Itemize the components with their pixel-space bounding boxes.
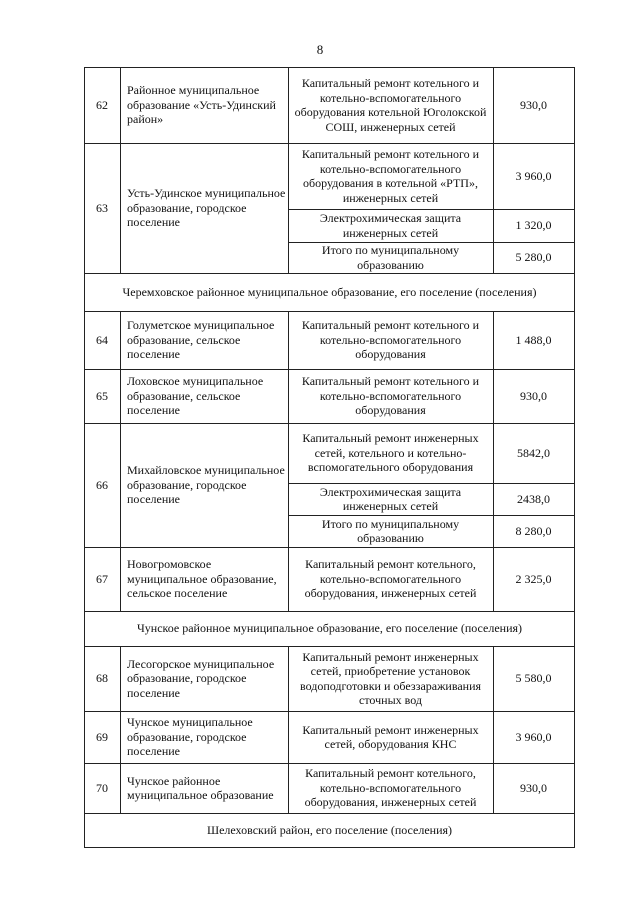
municipality-name: Лесогорское муниципальное образование, городское поселение bbox=[127, 656, 275, 700]
amount: 5 580,0 bbox=[515, 671, 552, 686]
work-description: Капитальный ремонт котельного, котельно-вспомогательного оборудования, инженерных сетей bbox=[304, 766, 477, 810]
row-number: 62 bbox=[96, 97, 108, 112]
work-description: Капитальный ремонт котельного и котельно-вспомогательного оборудования котельной Юголокской СОШ, инженерных сетей bbox=[294, 76, 487, 134]
row-number: 70 bbox=[96, 780, 108, 795]
row-number: 69 bbox=[96, 729, 108, 744]
amount: 930,0 bbox=[520, 97, 547, 112]
row-number: 64 bbox=[96, 332, 108, 347]
municipality-name: Чунское муниципальное образование, городское поселение bbox=[127, 715, 253, 759]
work-description: Капитальный ремонт инженерных сетей, приобретение установок водоподготовки и обеззараживания сточных вод bbox=[299, 649, 482, 707]
work-description: Электрохимическая защита инженерных сетей bbox=[319, 484, 462, 513]
amount: 3 960,0 bbox=[515, 168, 552, 183]
work-description: Капитальный ремонт инженерных сетей, котельного и котельно-вспомогательного оборудования bbox=[302, 431, 479, 475]
municipality-name: Голуметское муниципальное образование, сельское поселение bbox=[127, 318, 275, 362]
row-number: 63 bbox=[96, 200, 108, 215]
section-header: Шелеховский район, его поселение (поселения) bbox=[206, 823, 453, 838]
municipality-name: Михайловское муниципальное образование, городское поселение bbox=[127, 463, 285, 507]
subtotal-amount: 5 280,0 bbox=[515, 250, 552, 265]
amount: 5842,0 bbox=[517, 445, 550, 460]
section-header: Чунское районное муниципальное образование, его поселение (поселения) bbox=[136, 621, 523, 636]
amount: 2438,0 bbox=[517, 491, 550, 506]
page-number: 8 bbox=[316, 42, 324, 57]
amount: 1 488,0 bbox=[515, 332, 552, 347]
municipality-name: Новогромовское муниципальное образование, сельское поселение bbox=[127, 557, 277, 601]
amount: 930,0 bbox=[520, 780, 547, 795]
section-header: Черемховское районное муниципальное образование, его поселение (поселения) bbox=[122, 284, 537, 299]
work-description: Капитальный ремонт котельного и котельно-вспомогательного оборудования bbox=[301, 374, 480, 418]
amount: 930,0 bbox=[520, 388, 547, 403]
municipality-name: Усть-Удинское муниципальное образование, городское поселение bbox=[127, 186, 286, 230]
municipality-name: Чунское районное муниципальное образование bbox=[127, 773, 274, 802]
subtotal-label: Итого по муниципальному образованию bbox=[321, 243, 460, 272]
work-description: Капитальный ремонт котельного и котельно-вспомогательного оборудования bbox=[301, 318, 480, 362]
funding-table bbox=[84, 67, 575, 848]
amount: 2 325,0 bbox=[515, 571, 552, 586]
row-number: 68 bbox=[96, 671, 108, 686]
amount: 1 320,0 bbox=[515, 218, 552, 233]
work-description: Электрохимическая защита инженерных сетей bbox=[319, 211, 462, 240]
municipality-name: Районное муниципальное образование «Усть-Удинский район» bbox=[127, 83, 276, 127]
subtotal-amount: 8 280,0 bbox=[515, 523, 552, 538]
row-number: 67 bbox=[96, 571, 108, 586]
amount: 3 960,0 bbox=[515, 729, 552, 744]
municipality-name: Лоховское муниципальное образование, сельское поселение bbox=[127, 374, 264, 418]
row-number: 65 bbox=[96, 388, 108, 403]
subtotal-label: Итого по муниципальному образованию bbox=[321, 516, 460, 545]
work-description: Капитальный ремонт инженерных сетей, оборудования КНС bbox=[302, 722, 479, 751]
table-border-bottom bbox=[84, 847, 575, 848]
work-description: Капитальный ремонт котельного и котельно-вспомогательного оборудования в котельной «РТП», инженерных сетей bbox=[301, 147, 480, 205]
row-number: 66 bbox=[96, 477, 108, 492]
work-description: Капитальный ремонт котельного, котельно-вспомогательного оборудования, инженерных сетей bbox=[304, 557, 477, 601]
table-border-right bbox=[574, 67, 575, 848]
